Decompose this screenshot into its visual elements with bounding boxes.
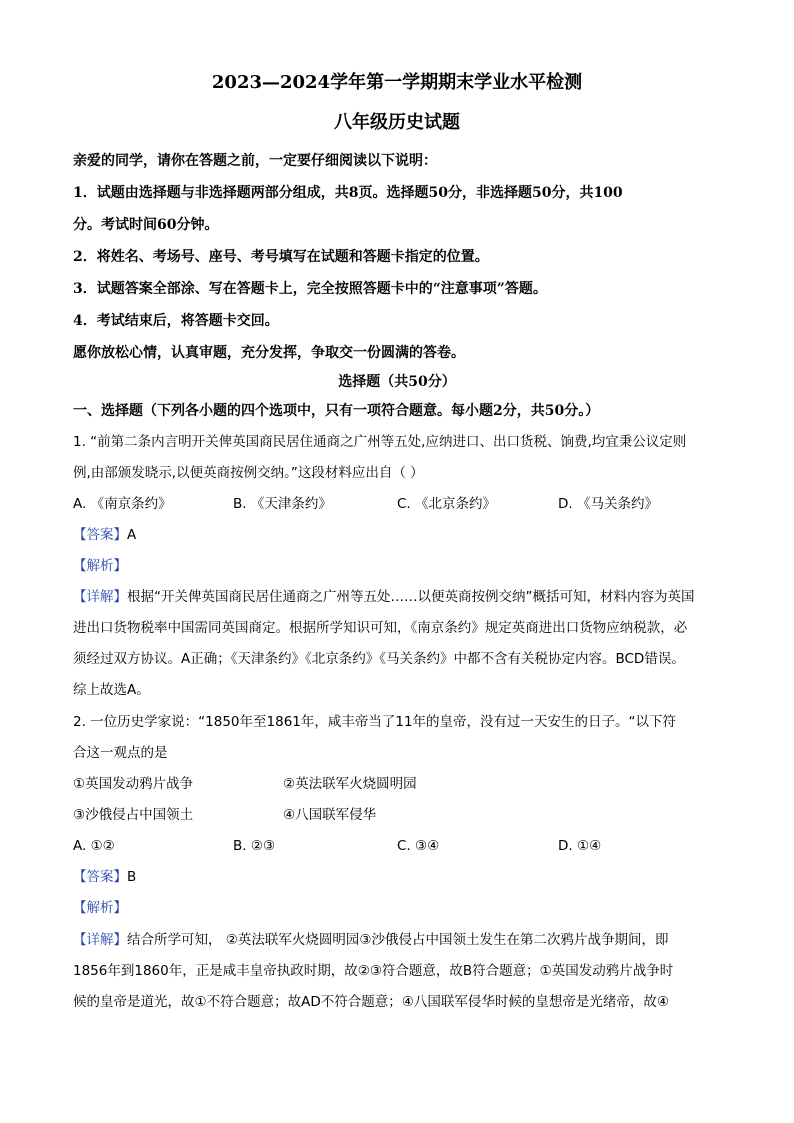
section-instructions: 一、选择题（下列各小题的四个选项中，只有一项符合题意。每小题2分，共50分。） <box>73 403 600 419</box>
rule-1-cont: 分。考试时间60分钟。 <box>73 217 219 233</box>
q1-stem-line-2: 例,由部颁发晓示,以便英商按例交纳。”这段材料应出自（ ） <box>73 465 424 481</box>
q2-detail-line-3: 候的皇帝是道光，故①不符合题意；故AD不符合题意；④八国联军侵华时候的皇想帝是光绪帝，故④ <box>73 994 669 1010</box>
q1-analysis <box>73 557 127 575</box>
q1-detail-line-2: 进出口货物税率中国需同英国商定。根据所学知识可知，《南京条约》规定英商进出口货物应纳税款，必 <box>73 620 688 636</box>
q2-item-1: ①英国发动鸦片战争 <box>73 776 194 792</box>
q2-option-c: C. ③④ <box>397 838 440 854</box>
q2-stem-line-1: 2. 一位历史学家说：“1850年至1861年，咸丰帝当了11年的皇帝，没有过一天安生的日子。“以下符 <box>73 714 677 730</box>
q1-detail-line-3: 须经过双方协议。A正确；《天津条约》《北京条约》《马关条约》中都不含有关税协定内容。BCD错误。 <box>73 651 685 667</box>
q2-item-2: ②英法联军火烧圆明园 <box>283 776 417 792</box>
q2-analysis <box>73 899 127 917</box>
q1-option-d: D. 《马关条约》 <box>558 496 658 512</box>
q2-option-d: D. ①④ <box>558 838 602 854</box>
q1-answer-value: A <box>127 527 137 543</box>
q2-item-4: ④八国联军侵华 <box>283 807 377 823</box>
q1-detail-line-1: 【详解】根据“开关俾英国商民居住通商之广州等五处……以便英商按例交纳”概括可知，材料内容为英国 <box>73 589 695 605</box>
q2-item-3: ③沙俄侵占中国领土 <box>73 807 194 823</box>
rule-2: 2．将姓名、考场号、座号、考号填写在试题和答题卡指定的位置。 <box>73 249 489 265</box>
q1-answer <box>73 526 136 544</box>
q1-stem-line-1: 1. “前第二条内言明开关俾英国商民居住通商之广州等五处,应纳进口、出口货税、饷费,均宜秉公议定则 <box>73 434 687 450</box>
answer-label: 【答案】 <box>73 869 127 885</box>
rule-1: 1．试题由选择题与非选择题两部分组成，共8页。选择题50分，非选择题50分，共100 <box>73 185 623 201</box>
detail-label: 【详解】 <box>73 932 127 948</box>
q1-detail-line-4: 综上故选A。 <box>73 682 150 698</box>
detail-label: 【详解】 <box>73 589 127 605</box>
q2-answer-value: B <box>127 869 137 885</box>
q2-stem-line-2: 合这一观点的是 <box>73 745 168 761</box>
q2-detail-line-1: 【详解】结合所学可知， ②英法联军火烧圆明园③沙俄侵占中国领土发生在第二次鸦片战争期间，即 <box>73 932 669 948</box>
q2-option-b: B. ②③ <box>233 838 276 854</box>
q1-option-c: C. 《北京条约》 <box>397 496 497 512</box>
q2-detail-line-2: 1856年到1860年，正是咸丰皇帝执政时期，故②③符合题意，故B符合题意；①英国发动鸦片战争时 <box>73 963 674 979</box>
analysis-label: 【解析】 <box>73 558 127 574</box>
exam-subtitle: 八年级历史试题 <box>334 112 460 133</box>
q1-option-a: A. 《南京条约》 <box>73 496 172 512</box>
exam-title: 2023—2024学年第一学期期末学业水平检测 <box>211 72 583 93</box>
rule-3: 3．试题答案全部涂、写在答题卡上，完全按照答题卡中的“注意事项”答题。 <box>73 281 547 297</box>
rule-4: 4．考试结束后，将答题卡交回。 <box>73 313 279 329</box>
analysis-label: 【解析】 <box>73 900 127 916</box>
q2-option-a: A. ①② <box>73 838 115 854</box>
q2-answer <box>73 868 136 886</box>
section-title: 选择题（共50分） <box>338 374 456 390</box>
intro-text: 亲爱的同学，请你在答题之前，一定要仔细阅读以下说明： <box>73 153 437 169</box>
answer-label: 【答案】 <box>73 527 127 543</box>
wish-text: 愿你放松心情，认真审题，充分发挥，争取交一份圆满的答卷。 <box>73 345 465 361</box>
q1-option-b: B. 《天津条约》 <box>233 496 332 512</box>
